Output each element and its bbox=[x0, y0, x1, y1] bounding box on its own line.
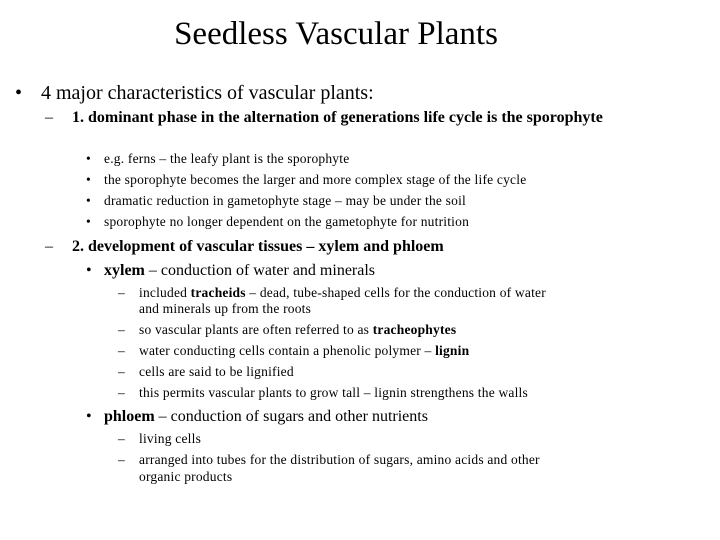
phloem-item-2-continued: organic products bbox=[139, 469, 233, 484]
xylem-item-4: cells are said to be lignified bbox=[139, 364, 294, 379]
xylem-item-2 bbox=[139, 322, 456, 338]
xylem-item-1 bbox=[139, 285, 546, 301]
tracheophytes-term: tracheophytes bbox=[372, 322, 457, 337]
char1-item-1: e.g. ferns – the leafy plant is the sporophyte bbox=[104, 151, 350, 166]
bullet-marker: • bbox=[86, 193, 91, 208]
phloem-description: – conduction of sugars and other nutrients bbox=[154, 408, 428, 425]
dash-marker: – bbox=[45, 238, 53, 255]
bullet-marker: • bbox=[86, 408, 92, 425]
xylem-item-1-continued: and minerals up from the roots bbox=[139, 301, 312, 316]
bullet-marker: • bbox=[15, 82, 23, 104]
char1-item-3: dramatic reduction in gametophyte stage – may be under the soil bbox=[104, 193, 466, 208]
phloem-item-1: living cells bbox=[139, 431, 202, 446]
dash-marker: – bbox=[118, 343, 125, 358]
tracheids-term: tracheids bbox=[190, 285, 246, 300]
dash-marker: – bbox=[118, 385, 125, 400]
bullet-marker: • bbox=[86, 151, 91, 166]
xylem-item-3-text: water conducting cells contain a phenolic polymer – bbox=[139, 343, 436, 358]
dash-marker: – bbox=[118, 322, 125, 337]
slide-title: Seedless Vascular Plants bbox=[174, 16, 498, 52]
dash-marker: – bbox=[118, 285, 125, 300]
phloem-term: phloem bbox=[104, 408, 155, 425]
dash-marker: – bbox=[118, 431, 125, 446]
dash-marker: – bbox=[45, 109, 53, 126]
phloem-item-2: arranged into tubes for the distribution of sugars, amino acids and other bbox=[139, 452, 540, 467]
characteristic-1: 1. dominant phase in the alternation of generations life cycle is the sporophyte bbox=[72, 109, 603, 126]
dash-marker: – bbox=[118, 364, 125, 379]
xylem-item-5: this permits vascular plants to grow tall – lignin strengthens the walls bbox=[139, 385, 528, 400]
bullet-marker: • bbox=[86, 214, 91, 229]
dash-marker: – bbox=[118, 452, 125, 467]
char1-item-2: the sporophyte becomes the larger and more complex stage of the life cycle bbox=[104, 172, 527, 187]
phloem-heading bbox=[104, 407, 428, 426]
bullet-marker: • bbox=[86, 172, 91, 187]
xylem-description: – conduction of water and minerals bbox=[144, 262, 376, 279]
xylem-item-1-text-end: – dead, tube-shaped cells for the conduction of water bbox=[245, 285, 546, 300]
xylem-heading bbox=[104, 261, 375, 280]
xylem-item-1-text: included bbox=[139, 285, 191, 300]
xylem-item-2-text: so vascular plants are often referred to as bbox=[139, 322, 373, 337]
xylem-term: xylem bbox=[104, 262, 145, 279]
main-bullet: 4 major characteristics of vascular plants: bbox=[41, 82, 374, 104]
characteristic-2: 2. development of vascular tissues – xylem and phloem bbox=[72, 238, 444, 255]
lignin-term: lignin bbox=[435, 343, 470, 358]
char1-item-4: sporophyte no longer dependent on the gametophyte for nutrition bbox=[104, 214, 470, 229]
bullet-marker: • bbox=[86, 262, 92, 279]
xylem-item-3 bbox=[139, 343, 469, 359]
